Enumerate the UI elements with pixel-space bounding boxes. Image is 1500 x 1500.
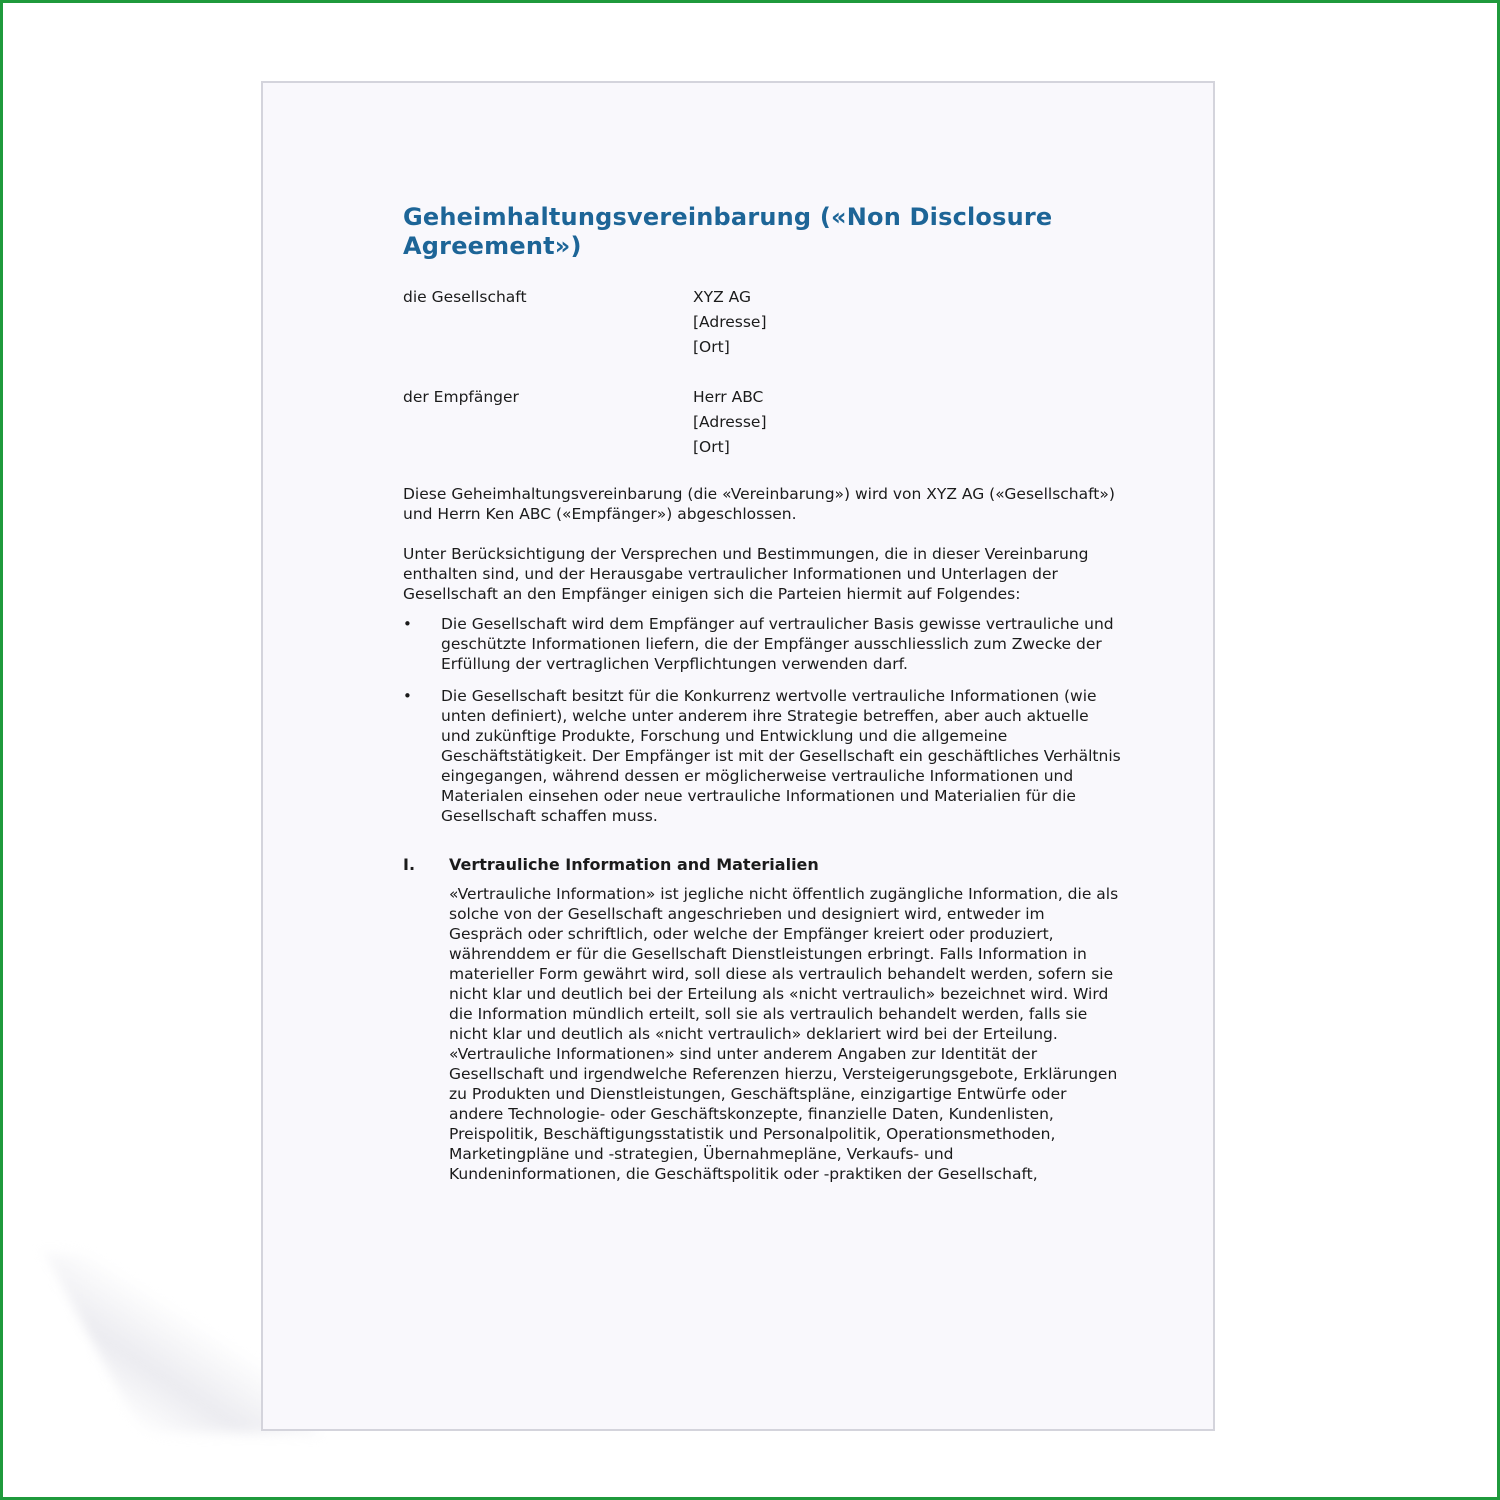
section-body: «Vertrauliche Information» ist jegliche nicht öffentlich zugängliche Information, die als solche von der Gesellschaft angeschrieben und designiert wird, entweder im Gespräch oder schriftlich, oder welche der Empfänger kreiert oder produziert, währenddem er für die Gesellschaft Dienstleistungen erbringt. Falls Information in materieller Form gewährt wird, soll diese als vertraulich behandelt werden, sofern sie nicht klar und deutlich bei der Erteilung als «nicht vertraulich» bezeichnet wird. Wird die Information mündlich erteilt, soll sie als vertraulich behandelt werden, falls sie nicht klar und deutlich als «nicht vertraulich» deklariert wird bei der Erteilung. «Vertrauliche Informationen» sind unter anderem Angaben zur Identität der Gesellschaft und irgendwelche Referenzen hierzu, Versteigerungsgebote, Erklärungen zu Produkten und Dienstleistungen, Geschäftspläne, einzigartige Entwürfe oder andere Technologie- oder Geschäftskonzepte, finanzielle Daten, Kundenlisten, Preispolitik, Beschäftigungsstatistik und Personalpolitik, Operationsmethoden, Marketingpläne und -strategien, Übernahmepläne, Verkaufs- und Kundeninformationen, die Geschäftspolitik oder -praktiken der Gesellschaft,	[449, 885, 1119, 1183]
party-label: die Gesellschaft	[403, 288, 527, 306]
section-heading	[403, 855, 1123, 875]
section-number: I.	[403, 855, 416, 874]
bullet-icon: •	[403, 687, 412, 705]
document-content	[403, 203, 1123, 1184]
party-address-line: XYZ AG	[693, 288, 751, 306]
intro-paragraph: Diese Geheimhaltungsvereinbarung (die «Vereinbarung») wird von XYZ AG («Gesellschaft») und Herrn Ken ABC («Empfänger») abgeschlossen.	[403, 485, 1115, 523]
bullet-icon: •	[403, 615, 412, 633]
party-recipient	[403, 385, 1123, 460]
party-address-line: [Adresse]	[693, 413, 767, 431]
party-address	[693, 285, 767, 360]
intro-paragraph: Unter Berücksichtigung der Versprechen und Bestimmungen, die in dieser Vereinbarung enthalten sind, und der Herausgabe vertraulicher Informationen und Unterlagen der Gesellschaft an den Empfänger einigen sich die Parteien hiermit auf Folgendes:	[403, 545, 1089, 603]
party-address-line: [Ort]	[693, 338, 730, 356]
party-label: der Empfänger	[403, 388, 519, 406]
document-page	[261, 81, 1215, 1431]
section-title: Vertrauliche Information and Materialien	[449, 855, 819, 874]
party-address-line: [Ort]	[693, 438, 730, 456]
party-address-line: Herr ABC	[693, 388, 764, 406]
bullet-item	[403, 686, 1123, 826]
party-company	[403, 285, 1123, 360]
party-address-line: [Adresse]	[693, 313, 767, 331]
bullet-item	[403, 614, 1123, 674]
bullet-text: Die Gesellschaft wird dem Empfänger auf vertraulicher Basis gewisse vertrauliche und geschützte Informationen liefern, die der Empfänger ausschliesslich zum Zwecke der Erfüllung der vertraglichen Verpflichtungen verwenden darf.	[441, 615, 1114, 673]
bullet-text: Die Gesellschaft besitzt für die Konkurrenz wertvolle vertrauliche Informationen (wie unten definiert), welche unter anderem ihre Strategie betreffen, aber auch aktuelle und zukünftige Produkte, Forschung und Entwicklung und die allgemeine Geschäftstätigkeit. Der Empfänger ist mit der Gesellschaft ein geschäftliches Verhältnis eingegangen, während dessen er möglicherweise vertrauliche Informationen und Materialen einsehen oder neue vertrauliche Informationen und Materialien für die Gesellschaft schaffen muss.	[441, 687, 1121, 825]
document-title: Geheimhaltungsvereinbarung («Non Disclosure Agreement»)	[403, 203, 1053, 260]
party-address	[693, 385, 767, 460]
bullet-list	[403, 614, 1123, 826]
